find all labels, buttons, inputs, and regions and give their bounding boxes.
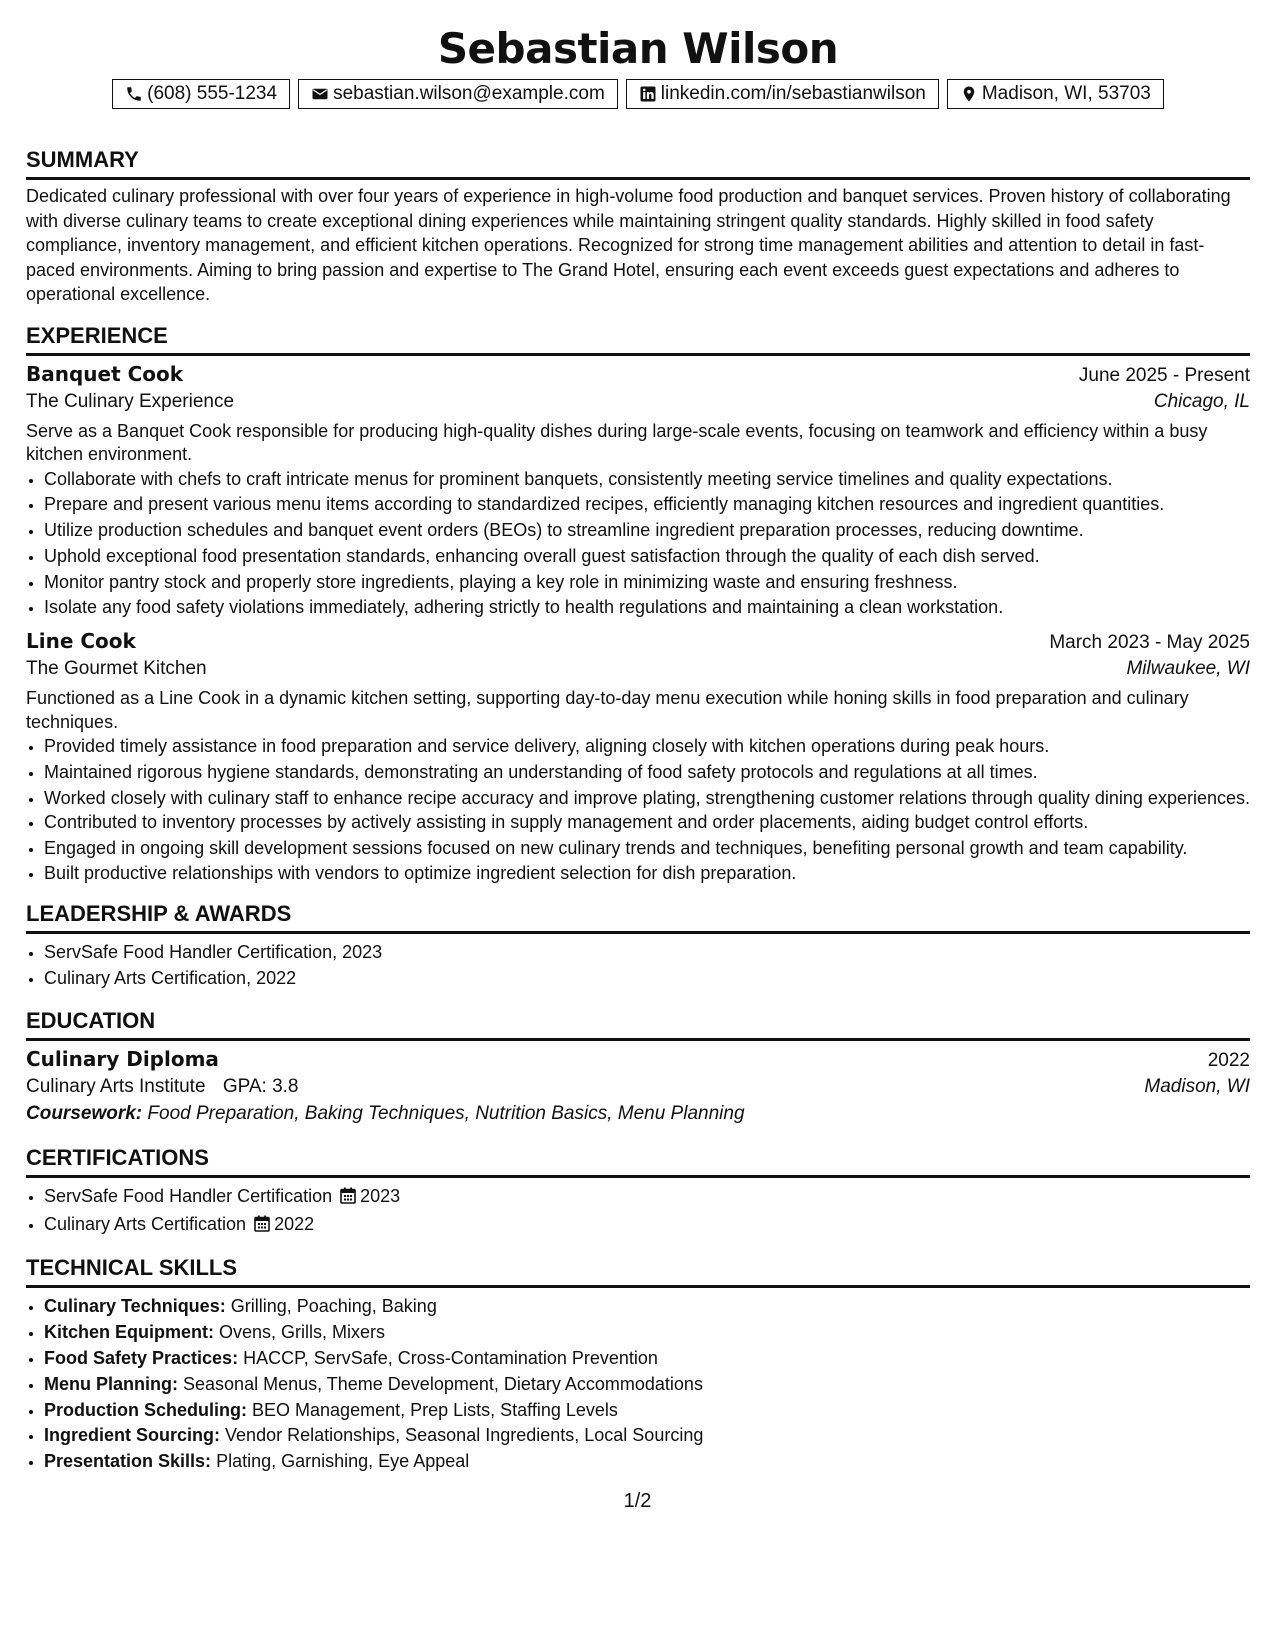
list-item: • Prepare and present various menu items according to standardized recipes, efficiently managing kitchen resources and ingredient quantities. (44, 492, 1250, 518)
skill-value: Plating, Garnishing, Eye Appeal (216, 1451, 470, 1472)
list-item (44, 1398, 1250, 1424)
list-item: • Maintained rigorous hygiene standards, demonstrating an understanding of food safety protocols and regulations at all times. (44, 760, 1250, 786)
section-title: TECHNICAL SKILLS (26, 1255, 1250, 1288)
skill-value: HACCP, ServSafe, Cross-Contamination Prevention (243, 1348, 658, 1369)
email-text: sebastian.wilson@example.com (333, 83, 605, 104)
list-item: • Monitor pantry stock and properly store ingredients, playing a key role in minimizing waste and ensuring freshness. (44, 570, 1250, 596)
job-title: Line Cook (26, 629, 136, 654)
gpa: GPA: 3.8 (222, 1075, 299, 1097)
skills-section (26, 1255, 1250, 1475)
linkedin-icon (639, 85, 657, 103)
cert-year: 2022 (274, 1213, 315, 1234)
list-item: • Utilize production schedules and banquet event orders (BEOs) to streamline ingredient preparation processes, reducing downtime. (44, 518, 1250, 544)
job-title: Banquet Cook (26, 361, 184, 386)
skill-value: Ovens, Grills, Mixers (219, 1322, 386, 1343)
phone-icon (125, 85, 143, 103)
list-item (44, 1346, 1250, 1372)
cert-year: 2023 (360, 1185, 401, 1206)
list-item: • Engaged in ongoing skill development sessions focused on new culinary trends and techniques, benefiting personal growth and team capability. (44, 836, 1250, 862)
location-text: Madison, WI, 53703 (981, 83, 1151, 104)
linkedin-text: linkedin.com/in/sebastianwilson (660, 83, 926, 104)
section-title: SUMMARY (26, 147, 1250, 180)
cert-name: Culinary Arts Certification (44, 1213, 247, 1234)
list-item: • Worked closely with culinary staff to enhance recipe accuracy and improve plating, strengthening customer relations through quality dining experiences. (44, 786, 1250, 810)
job-company: The Culinary Experience (26, 390, 235, 412)
skill-value: Seasonal Menus, Theme Development, Dietary Accommodations (183, 1373, 703, 1394)
job-entry (26, 362, 1250, 622)
list-item: • Collaborate with chefs to craft intricate menus for prominent banquets, consistently meeting service timelines and quality expectations. (44, 467, 1250, 493)
skill-value: BEO Management, Prep Lists, Staffing Levels (252, 1399, 618, 1420)
coursework (26, 1103, 1250, 1125)
section-title: CERTIFICATIONS (26, 1145, 1250, 1178)
skill-label: Menu Planning: (44, 1373, 178, 1394)
skill-label: Presentation Skills: (44, 1451, 212, 1472)
education-section (26, 1008, 1250, 1125)
envelope-icon (311, 85, 329, 103)
graduation-year: 2022 (1207, 1049, 1250, 1071)
list-item (44, 1320, 1250, 1346)
list-item (44, 1184, 1250, 1212)
calendar-icon (254, 1214, 270, 1240)
certifications-section (26, 1145, 1250, 1240)
section-title: LEADERSHIP & AWARDS (26, 901, 1250, 934)
job-description: Functioned as a Line Cook in a dynamic kitchen setting, supporting day-to-day menu execution while honing skills in food preparation and culinary techniques. (26, 688, 1189, 732)
section-title: EXPERIENCE (26, 323, 1250, 356)
job-bullets (26, 734, 1250, 887)
list-item (44, 1449, 1250, 1475)
map-pin-icon (960, 85, 978, 103)
list-item: • Isolate any food safety violations immediately, adhering strictly to health regulations and maintaining a clean workstation. (44, 595, 1250, 621)
certifications-list (26, 1184, 1250, 1240)
school-location: Madison, WI (1144, 1075, 1250, 1097)
job-location: Milwaukee, WI (1126, 658, 1250, 680)
skill-label: Ingredient Sourcing: (44, 1425, 221, 1446)
list-item: • Provided timely assistance in food preparation and service delivery, aligning closely with kitchen operations during peak hours. (44, 734, 1250, 760)
school-name: Culinary Arts Institute (26, 1075, 206, 1097)
list-item: • Built productive relationships with vendors to optimize ingredient selection for dish preparation. (44, 861, 1250, 887)
list-item: • Contributed to inventory processes by actively assisting in supply management and order placements, aiding budget control efforts. (44, 810, 1250, 836)
leadership-list (26, 940, 1250, 992)
contact-location[interactable] (947, 79, 1164, 109)
list-item (44, 1423, 1250, 1449)
job-dates: June 2025 - Present (1078, 364, 1250, 386)
list-item: • Culinary Arts Certification, 2022 (44, 966, 1250, 992)
job-dates: March 2023 - May 2025 (1049, 632, 1250, 654)
job-bullets (26, 467, 1250, 622)
summary-text: Dedicated culinary professional with over four years of experience in high-volume food production and banquet services. Proven history of collaborating with diverse culinary teams to create exceptional dining experiences while maintaining stringent quality standards. Highly skilled in food safety compliance, inventory management, and efficient kitchen operations. Recognized for strong time management abilities and attention to detail in fast-paced environments. Aiming to bring passion and expertise to The Grand Hotel, ensuring each event exceeds guest expectations and adheres to operational excellence. (26, 186, 1231, 304)
skill-label: Production Scheduling: (44, 1399, 247, 1420)
degree: Culinary Diploma (26, 1046, 219, 1071)
contact-phone[interactable] (112, 79, 290, 109)
job-entry (26, 629, 1250, 887)
list-item (44, 1212, 1250, 1240)
skills-list (26, 1294, 1250, 1475)
skill-label: Kitchen Equipment: (44, 1322, 214, 1343)
job-location: Chicago, IL (1153, 390, 1250, 412)
leadership-section (26, 901, 1250, 992)
cert-name: ServSafe Food Handler Certification (44, 1185, 333, 1206)
skill-label: Food Safety Practices: (44, 1348, 239, 1369)
phone-text: (608) 555-1234 (147, 83, 278, 104)
list-item (44, 1372, 1250, 1398)
job-company: The Gourmet Kitchen (26, 658, 207, 680)
candidate-name: Sebastian Wilson (437, 24, 839, 73)
coursework-list: Food Preparation, Baking Techniques, Nutrition Basics, Menu Planning (147, 1102, 745, 1124)
coursework-label: Coursework: (26, 1102, 143, 1124)
section-title: EDUCATION (26, 1008, 1250, 1041)
resume-page (26, 0, 1250, 1475)
skill-value: Vendor Relationships, Seasonal Ingredients, Local Sourcing (225, 1425, 704, 1446)
contact-bar (26, 79, 1250, 109)
experience-section (26, 323, 1250, 888)
skill-value: Grilling, Poaching, Baking (230, 1296, 437, 1317)
contact-linkedin[interactable] (626, 79, 939, 109)
summary-section (26, 147, 1250, 307)
page-number: 1/2 (623, 1490, 652, 1512)
contact-email[interactable] (298, 79, 618, 109)
list-item: • ServSafe Food Handler Certification, 2023 (44, 940, 1250, 966)
skill-label: Culinary Techniques: (44, 1296, 226, 1317)
job-description: Serve as a Banquet Cook responsible for producing high-quality dishes during large-scale events, focusing on teamwork and efficiency within a busy kitchen environment. (26, 420, 1208, 464)
list-item (44, 1294, 1250, 1320)
calendar-icon (340, 1186, 356, 1212)
list-item: • Uphold exceptional food presentation standards, enhancing overall guest satisfaction through the quality of each dish served. (44, 544, 1250, 570)
